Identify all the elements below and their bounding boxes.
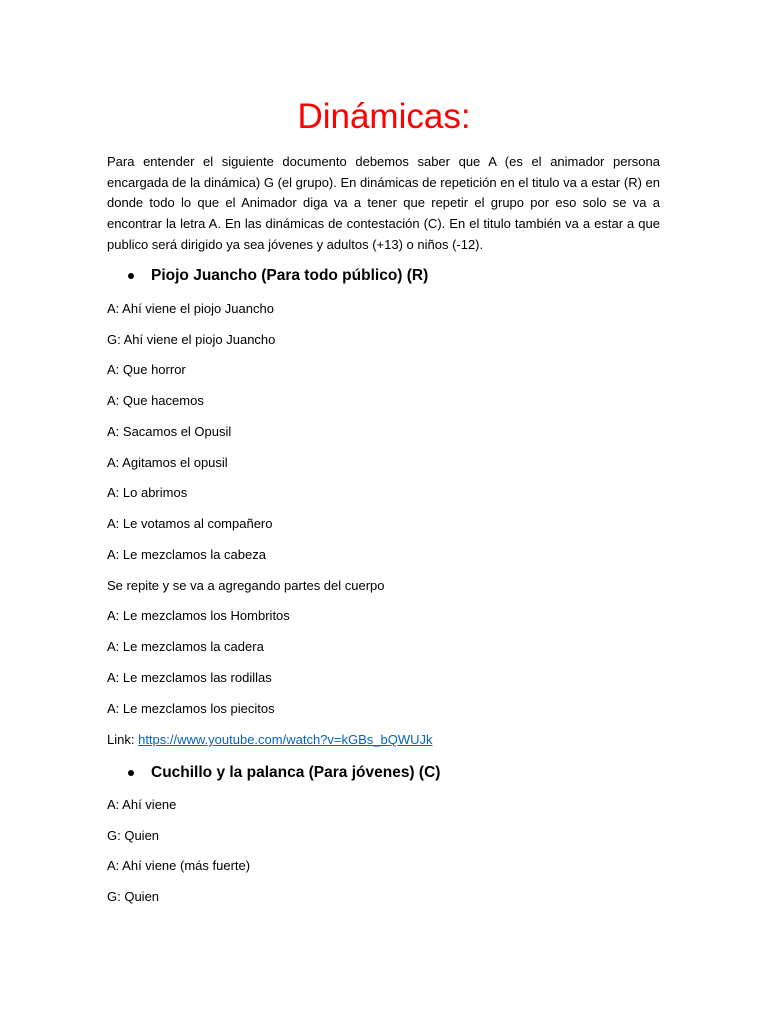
- bullet-icon: [128, 770, 134, 776]
- dialogue-line: A: Le votamos al compañero: [107, 516, 273, 531]
- bullet-icon: [128, 273, 134, 279]
- youtube-link[interactable]: https://www.youtube.com/watch?v=kGBs_bQWUJk: [138, 732, 433, 747]
- dialogue-line: A: Que horror: [107, 362, 186, 377]
- instruction-line: Se repite y se va a agregando partes del cuerpo: [107, 578, 385, 593]
- link-line: [107, 731, 433, 749]
- dialogue-line: A: Le mezclamos los piecitos: [107, 701, 275, 716]
- dialogue-line: A: Agitamos el opusil: [107, 455, 228, 470]
- page-title: Dinámicas:: [297, 97, 471, 136]
- link-label: Link:: [107, 732, 135, 747]
- dialogue-line: A: Le mezclamos la cadera: [107, 639, 264, 654]
- dialogue-line: A: Ahí viene el piojo Juancho: [107, 301, 274, 316]
- dialogue-line: A: Le mezclamos los Hombritos: [107, 608, 290, 623]
- dialogue-line: A: Le mezclamos las rodillas: [107, 670, 272, 685]
- section-heading-text: Piojo Juancho (Para todo público) (R): [151, 267, 429, 284]
- section-heading-piojo-juancho: [128, 265, 428, 287]
- dialogue-line: G: Quien: [107, 828, 160, 843]
- dialogue-line: A: Sacamos el Opusil: [107, 424, 232, 439]
- dialogue-line: G: Quien: [107, 889, 160, 904]
- dialogue-line: A: Ahí viene: [107, 797, 177, 812]
- dialogue-line: A: Lo abrimos: [107, 485, 188, 500]
- dialogue-line: G: Ahí viene el piojo Juancho: [107, 332, 276, 347]
- intro-paragraph: Para entender el siguiente documento debemos saber que A (es el animador persona encargada de la dinámica) G (el grupo). En dinámicas de repetición en el titulo va a estar (R) en donde todo lo que el Animador diga va a tener que repetir el grupo por eso solo se va a encontrar la letra A. En las dinámicas de contestación (C). En el titulo también va a estar a que publico será dirigido ya sea jóvenes y adultos (+13) o niños (-12).: [107, 154, 660, 252]
- dialogue-line: A: Le mezclamos la cabeza: [107, 547, 266, 562]
- dialogue-line: A: Ahí viene (más fuerte): [107, 858, 251, 873]
- section-heading-cuchillo-palanca: [128, 762, 440, 784]
- section-heading-text: Cuchillo y la palanca (Para jóvenes) (C): [151, 764, 441, 781]
- dialogue-line: A: Que hacemos: [107, 393, 204, 408]
